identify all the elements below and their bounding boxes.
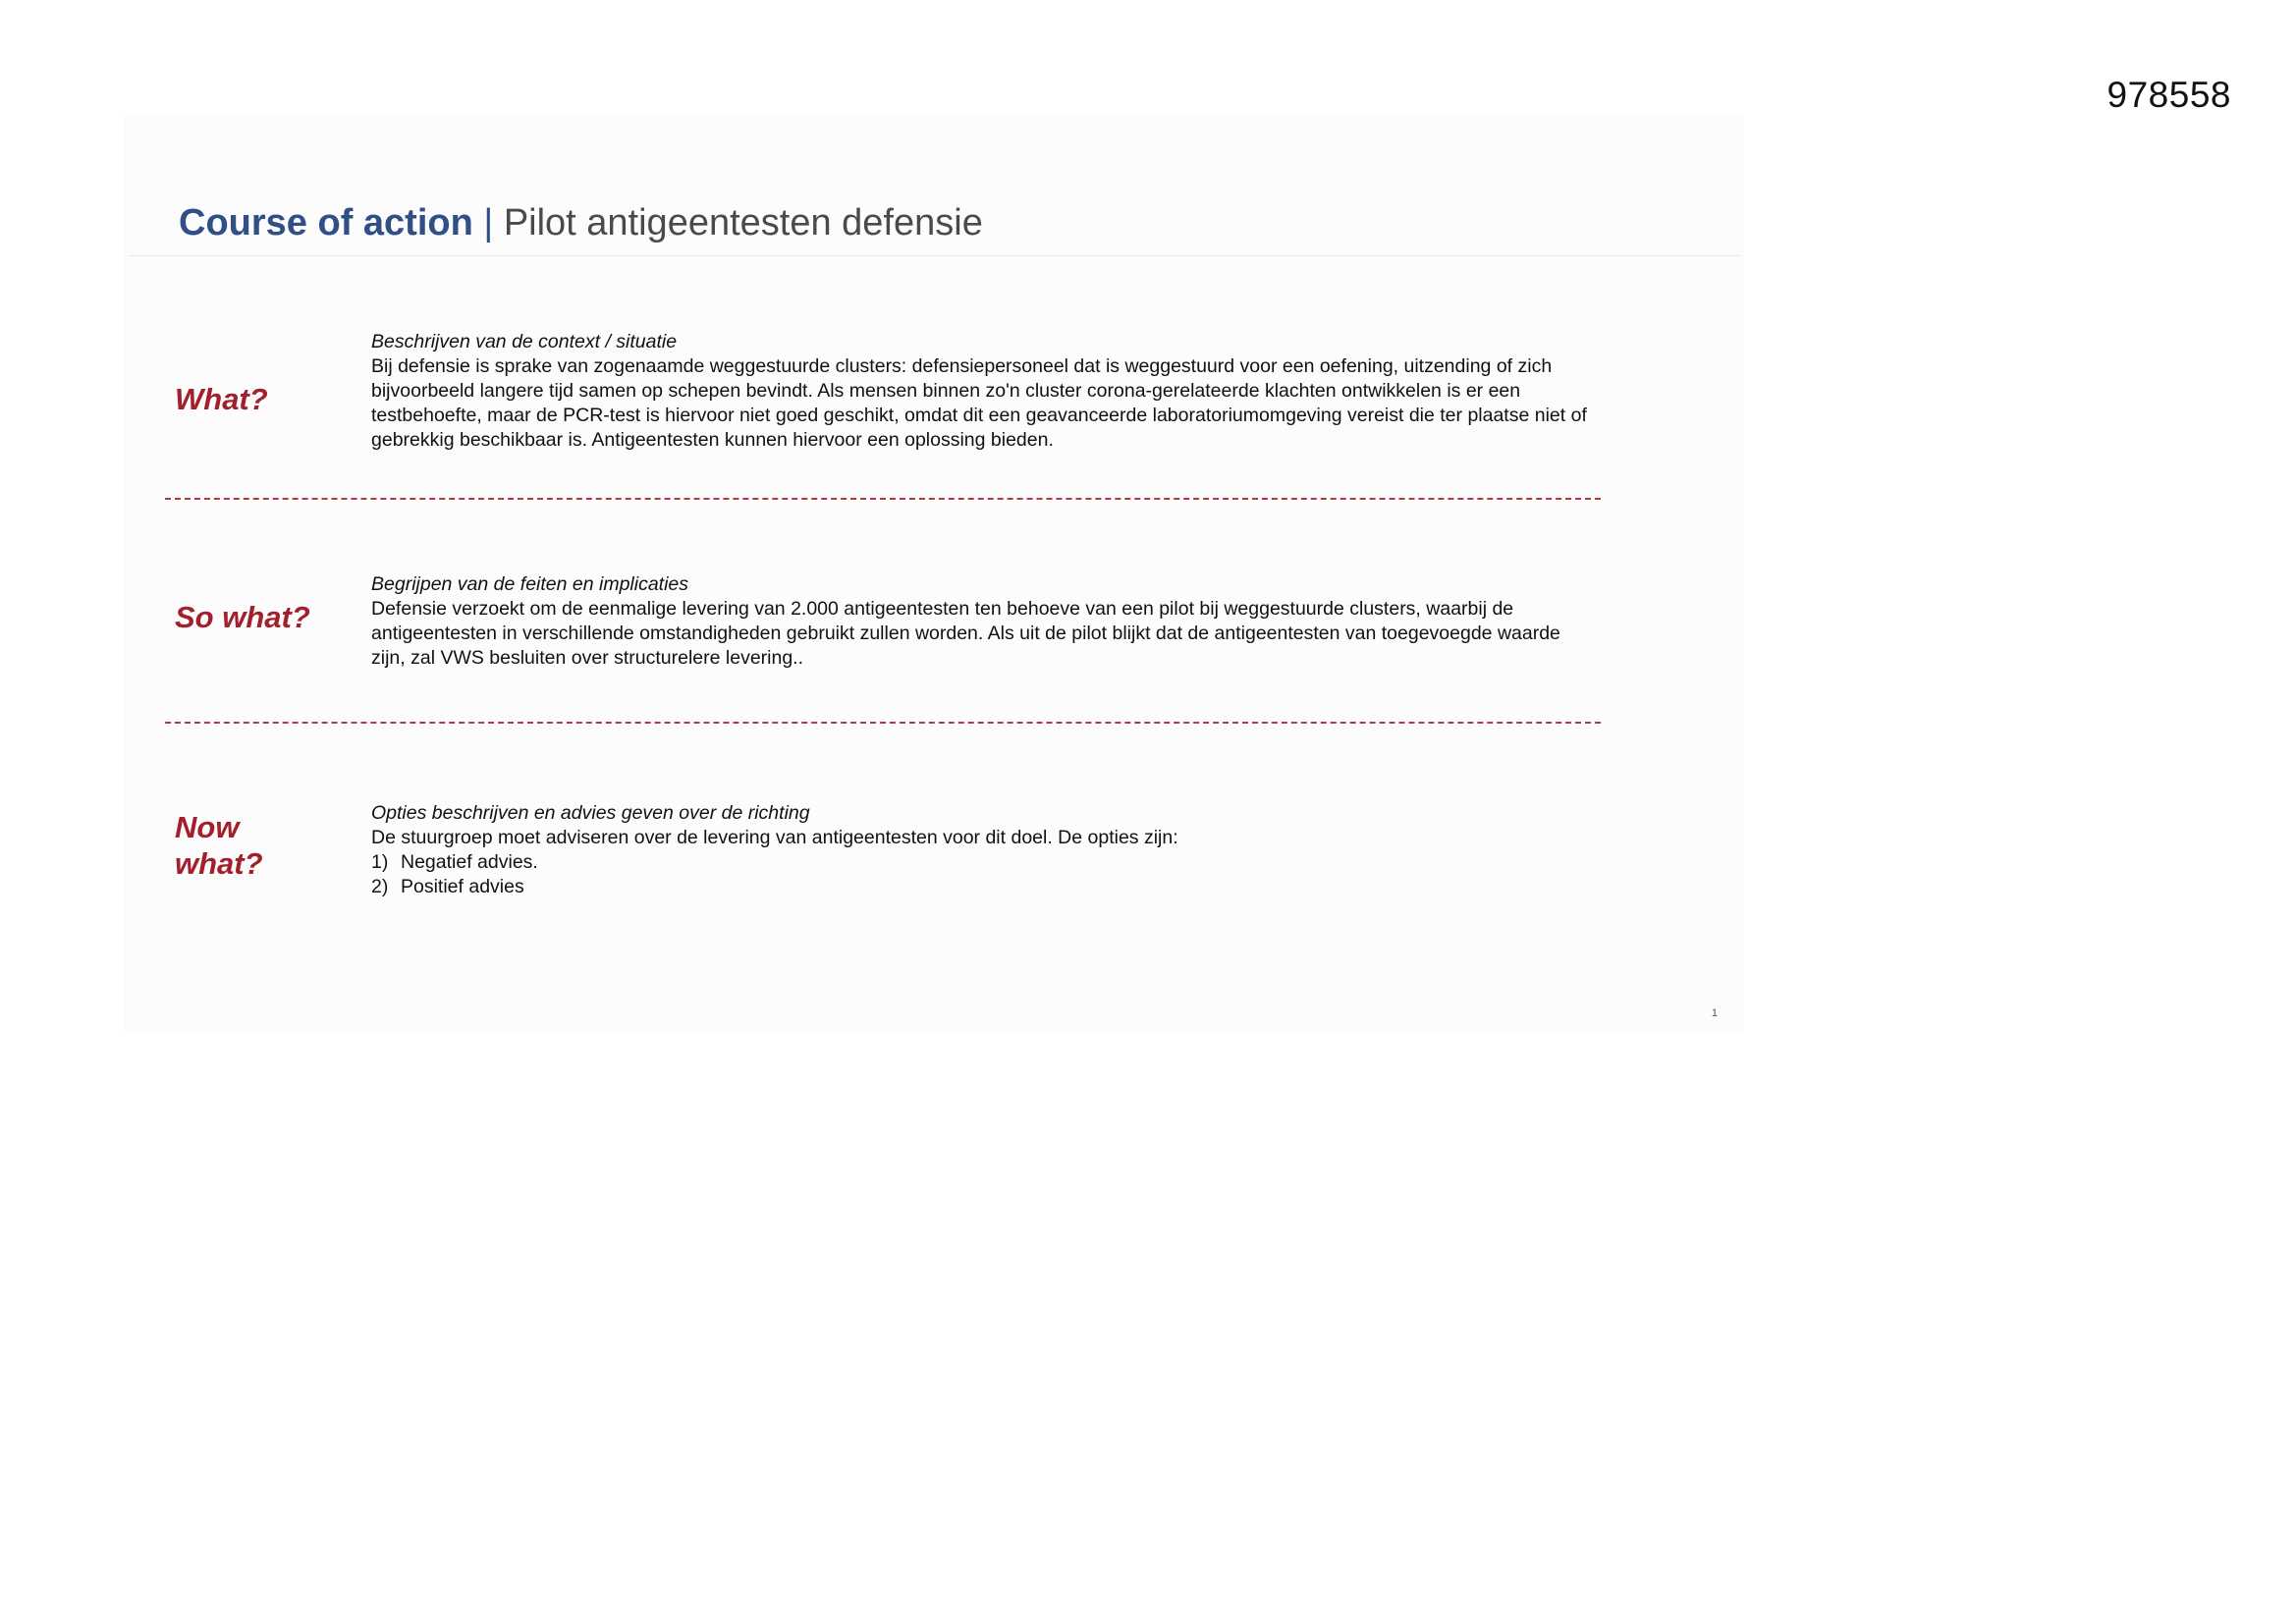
title-underline (128, 255, 1740, 256)
section-label-now-what-line1: Now (175, 810, 240, 844)
option-number: 2) (371, 876, 389, 897)
section-body-now-what: De stuurgroep moet adviseren over de levering van antigeentesten voor dit doel. De opties zijn: (371, 827, 1178, 848)
section-content-so-what (371, 572, 1589, 671)
slide-page-number: 1 (1711, 1007, 1718, 1019)
slide-title (179, 202, 983, 244)
option-text: Positief advies (401, 876, 524, 897)
section-label-now-what-line2: what? (175, 846, 263, 881)
document-number: 978558 (2106, 75, 2231, 115)
title-subject: Pilot antigeentesten defensie (503, 202, 983, 244)
section-content-now-what (371, 801, 1589, 899)
slide (124, 116, 1744, 1033)
option-number: 1) (371, 851, 389, 873)
section-heading-so-what: Begrijpen van de feiten en implicaties (371, 573, 689, 595)
section-divider (165, 722, 1601, 724)
section-label-so-what: So what? (175, 600, 310, 634)
option-item (371, 850, 1589, 875)
section-heading-what: Beschrijven van de context / situatie (371, 331, 678, 352)
section-heading-now-what: Opties beschrijven en advies geven over de richting (371, 802, 810, 824)
title-separator: | (483, 202, 494, 244)
section-label-what: What? (175, 382, 268, 416)
option-item (371, 875, 1589, 899)
section-body-so-what: Defensie verzoekt om de eenmalige levering van 2.000 antigeentesten ten behoeve van een pilot bij weggestuurde clusters, waarbij de antigeentesten in verschillende omstandigheden gebruikt zullen worden. Als uit de pilot blijkt dat de antigeentesten van toegevoegde waarde zijn, zal VWS besluiten over structurelere levering.. (371, 598, 1560, 669)
section-body-what: Bij defensie is sprake van zogenaamde weggestuurde clusters: defensiepersoneel dat is weggestuurd voor een oefening, uitzending of zich bijvoorbeeld langere tijd samen op schepen bevindt. Als mensen binnen zo'n cluster corona-gerelateerde klachten ontwikkelen is er een testbehoefte, maar de PCR-test is hiervoor niet goed geschikt, omdat dit een geavanceerde laboratoriumomgeving vereist die ter plaatse niet of gebrekkig beschikbaar is. Antigeentesten kunnen hiervoor een oplossing bieden. (371, 355, 1587, 451)
option-text: Negatief advies. (401, 851, 538, 873)
section-label-now-what (175, 809, 263, 882)
section-divider (165, 498, 1601, 500)
section-content-what (371, 330, 1589, 453)
title-course-of-action: Course of action (179, 202, 473, 244)
options-list (371, 850, 1589, 899)
